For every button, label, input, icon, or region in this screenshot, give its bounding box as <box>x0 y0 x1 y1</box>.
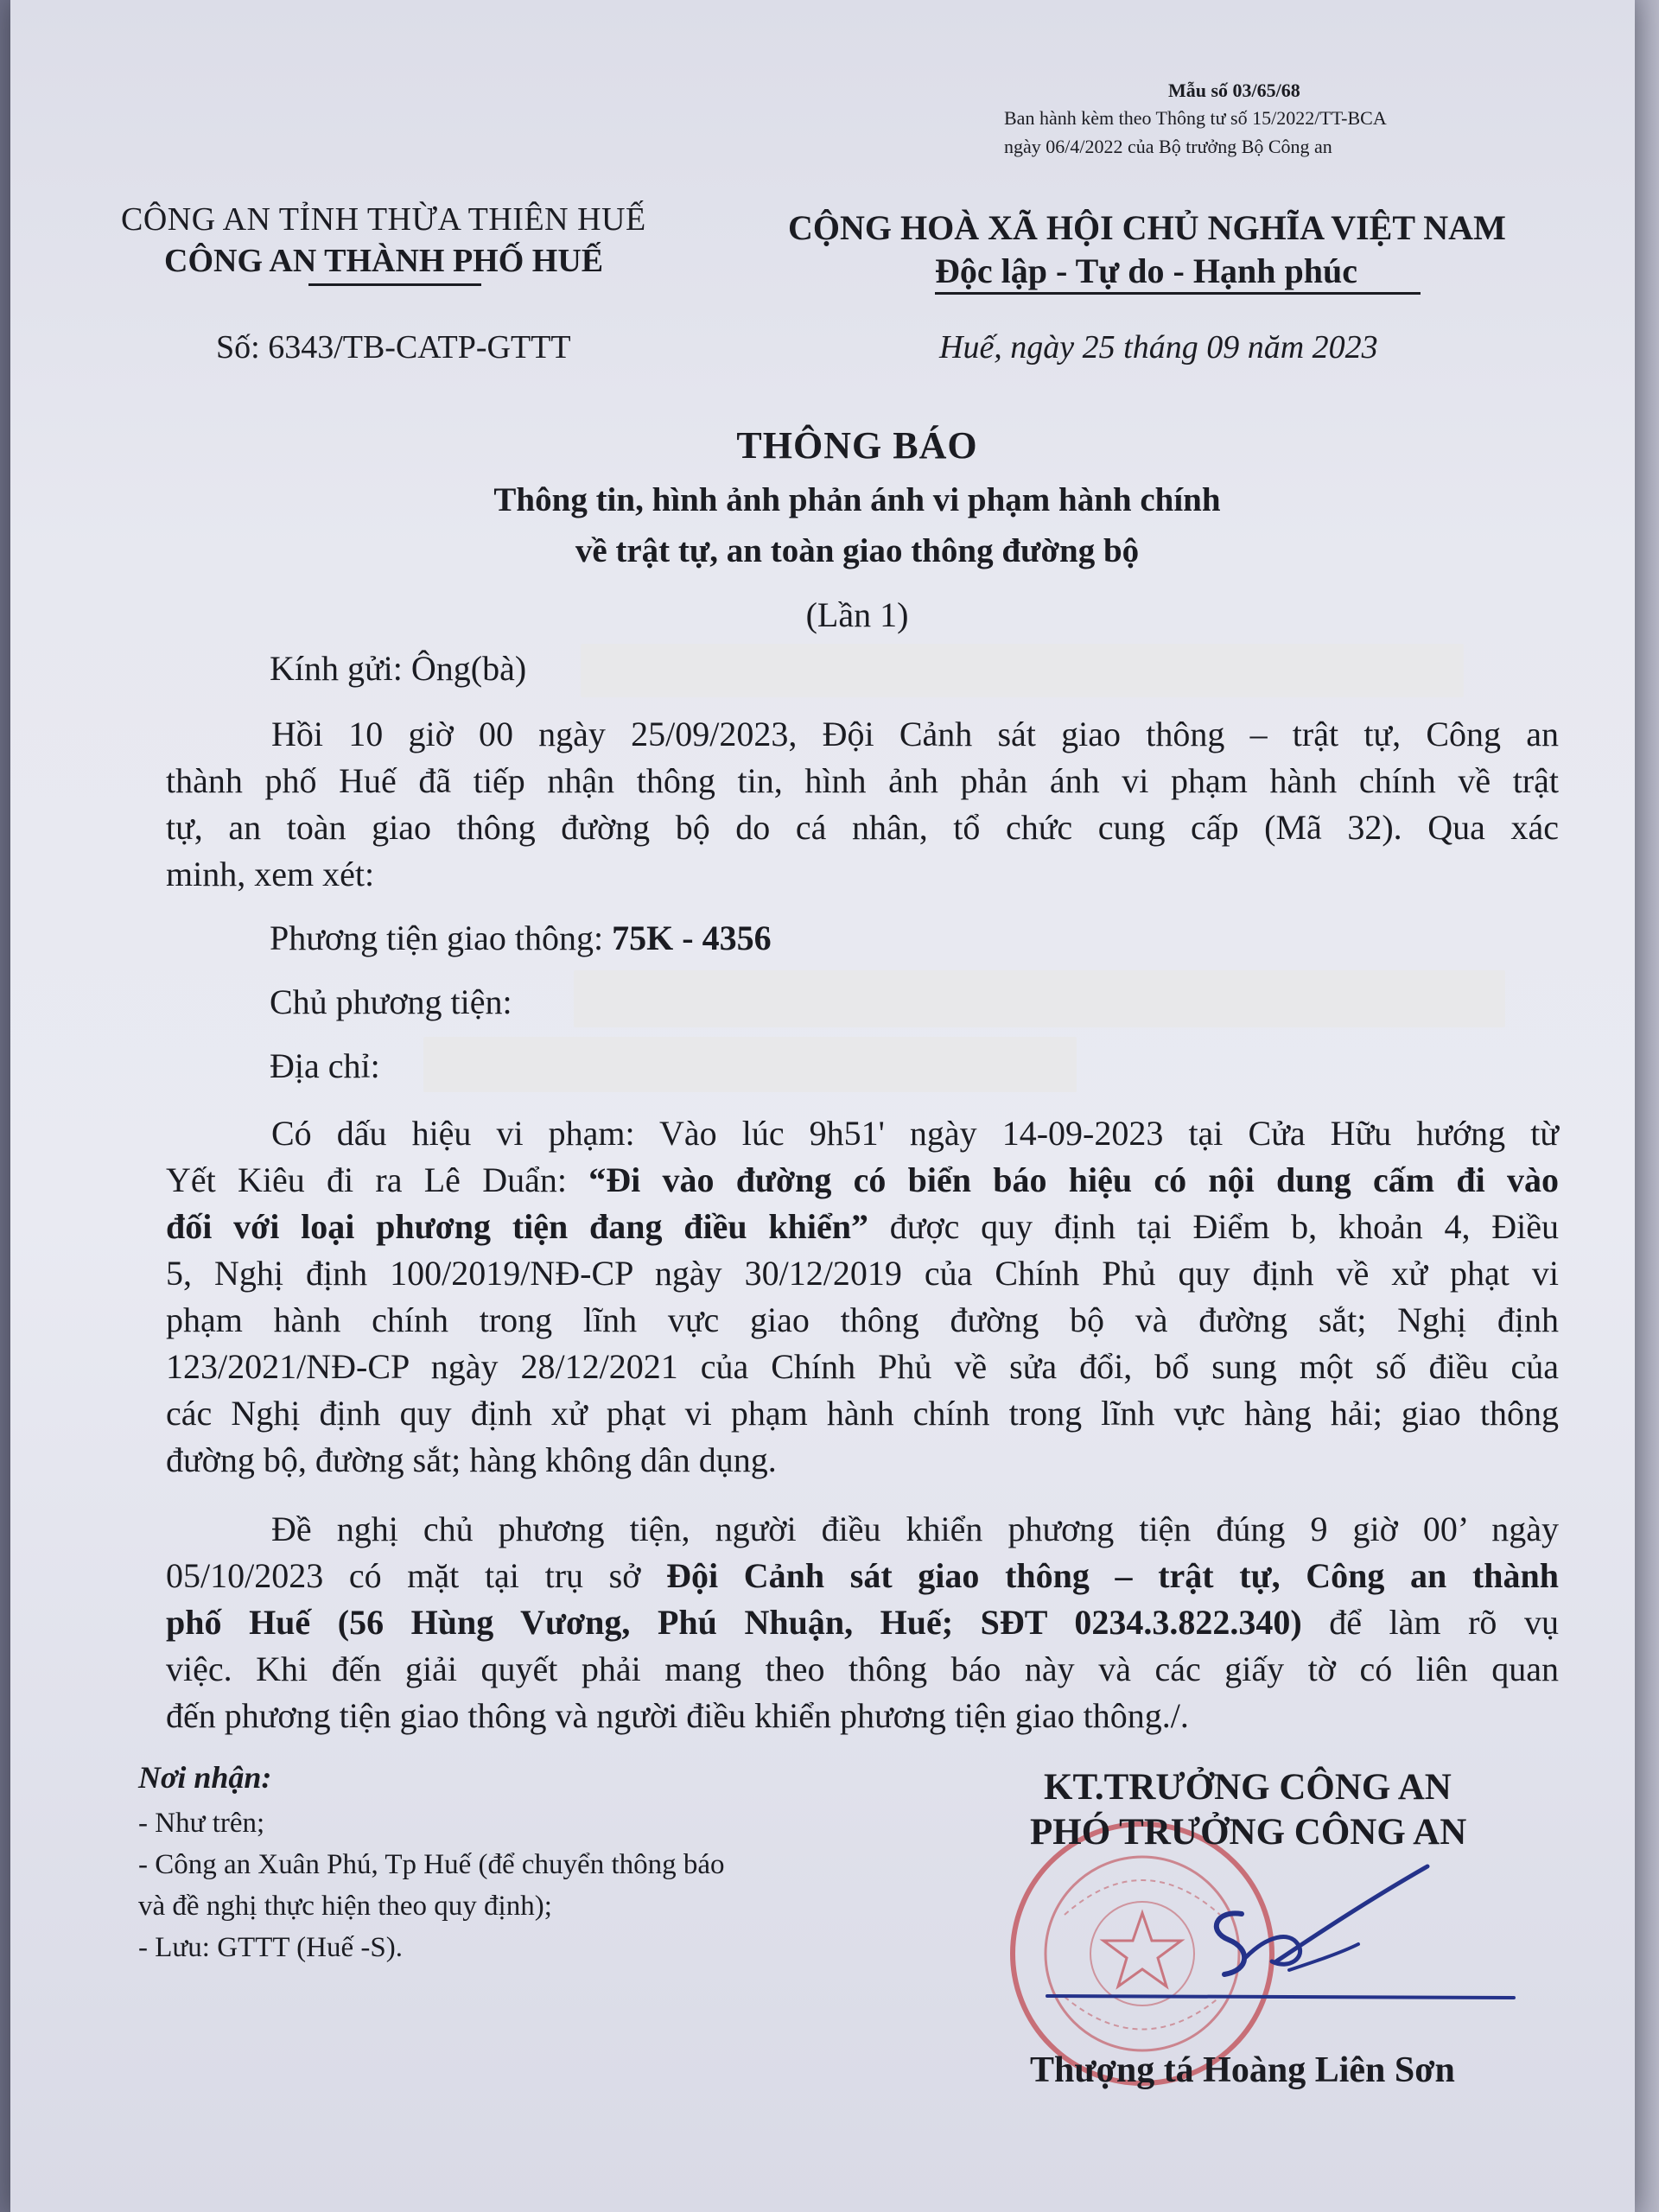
vehicle-row <box>270 918 772 958</box>
redacted-recipient <box>581 644 1464 697</box>
paragraph-1-line-1: Hồi 10 giờ 00 ngày 25/09/2023, Đội Cảnh sát giao thông – trật tự, Công an <box>271 715 1559 753</box>
violation-line-2 <box>166 1160 1559 1200</box>
violation-line-8: đường bộ, đường sắt; hàng không dân dụng. <box>166 1440 777 1479</box>
document-title: THÔNG BÁO <box>736 424 978 467</box>
request-line-3 <box>166 1602 1559 1643</box>
nation-title: CỘNG HOÀ XÃ HỘI CHỦ NGHĨA VIỆT NAM <box>788 208 1506 247</box>
recipients-title: Nơi nhận: <box>138 1760 272 1795</box>
vehicle-plate: 75K - 4356 <box>612 918 772 957</box>
address-row <box>270 1046 380 1086</box>
document-subtitle-1: Thông tin, hình ảnh phản ánh vi phạm hành chính <box>493 481 1221 518</box>
redacted-address <box>423 1037 1077 1092</box>
violation-line-4: 5, Nghị định 100/2019/NĐ-CP ngày 30/12/2019 của Chính Phủ quy định về xử phạt vi <box>166 1254 1559 1293</box>
address-label: Địa chỉ: <box>270 1046 380 1085</box>
form-issued-line-1: Ban hành kèm theo Thông tư số 15/2022/TT-BCA <box>1004 107 1387 129</box>
request-purpose: để làm rõ vụ <box>1301 1603 1559 1642</box>
paragraph-1-line-3: tự, an toàn giao thông đường bộ do cá nhân, tổ chức cung cấp (Mã 32). Qua xác <box>166 808 1559 847</box>
motto-underline <box>935 292 1421 295</box>
document-subtitle-2: về trật tự, an toàn giao thông đường bộ <box>575 532 1140 569</box>
violation-location: Yết Kiêu đi ra Lê Duẩn: <box>166 1160 589 1199</box>
recipient-item: và đề nghị thực hiện theo quy định); <box>138 1891 552 1922</box>
request-line-2 <box>166 1555 1559 1596</box>
signer-role-2: PHÓ TRƯỞNG CÔNG AN <box>1030 1812 1467 1853</box>
form-number: Mẫu số 03/65/68 <box>1168 79 1300 101</box>
signer-name: Thượng tá Hoàng Liên Sơn <box>1030 2050 1455 2090</box>
handwritten-signature <box>1030 1832 1531 2005</box>
agency-underline <box>308 283 481 286</box>
document-date: Huế, ngày 25 tháng 09 năm 2023 <box>939 329 1378 365</box>
agency-name: CÔNG AN THÀNH PHỐ HUẾ <box>164 243 604 279</box>
paragraph-1-line-4: minh, xem xét: <box>166 855 375 893</box>
request-office-2: phố Huế (56 Hùng Vương, Phú Nhuận, Huế; SĐT 0234.3.822.340) <box>166 1603 1302 1642</box>
violation-line-5: phạm hành chính trong lĩnh vực giao thông đường bộ và đường sắt; Nghị định <box>166 1300 1559 1339</box>
recipient-item: - Lưu: GTTT (Huế -S). <box>138 1932 403 1963</box>
violation-line-1: Có dấu hiệu vi phạm: Vào lúc 9h51' ngày 14-09-2023 tại Cửa Hữu hướng từ <box>271 1114 1559 1153</box>
violation-line-7: các Nghị định quy định xử phạt vi phạm hành chính trong lĩnh vực hàng hải; giao thông <box>166 1394 1559 1433</box>
document-page <box>10 0 1635 2212</box>
violation-description-2: đối với loại phương tiện đang điều khiển” <box>166 1207 869 1246</box>
violation-line-6: 123/2021/NĐ-CP ngày 28/12/2021 của Chính Phủ về sửa đổi, bổ sung một số điều của <box>166 1347 1559 1386</box>
signer-role-1: KT.TRƯỞNG CÔNG AN <box>1044 1767 1452 1808</box>
nation-motto: Độc lập - Tự do - Hạnh phúc <box>935 251 1357 290</box>
vehicle-label: Phương tiện giao thông: <box>270 918 613 957</box>
violation-regulation: được quy định tại Điểm b, khoản 4, Điều <box>868 1207 1559 1246</box>
document-number: Số: 6343/TB-CATP-GTTT <box>216 329 571 365</box>
form-issued-line-2: ngày 06/4/2022 của Bộ trưởng Bộ Công an <box>1004 136 1332 157</box>
request-line-1: Đề nghị chủ phương tiện, người điều khiển phương tiện đúng 9 giờ 00’ ngày <box>271 1510 1559 1548</box>
violation-description-1: “Đi vào đường có biển báo hiệu có nội dung cấm đi vào <box>588 1160 1560 1199</box>
request-line-5: đến phương tiện giao thông và người điều khiển phương tiện giao thông./. <box>166 1696 1189 1735</box>
redacted-owner <box>574 970 1505 1027</box>
request-date: 05/10/2023 có mặt tại trụ sở <box>166 1556 667 1595</box>
notice-iteration: (Lần 1) <box>805 595 909 634</box>
request-office-1: Đội Cảnh sát giao thông – trật tự, Công an thành <box>666 1556 1560 1595</box>
violation-line-3 <box>166 1206 1559 1247</box>
recipient-item: - Như trên; <box>138 1808 265 1839</box>
owner-row <box>270 982 512 1022</box>
owner-label: Chủ phương tiện: <box>270 982 512 1021</box>
recipient-item: - Công an Xuân Phú, Tp Huế (để chuyển thông báo <box>138 1849 725 1880</box>
request-line-4: việc. Khi đến giải quyết phải mang theo thông báo này và các giấy tờ có liên quan <box>166 1649 1559 1688</box>
paragraph-1-line-2: thành phố Huế đã tiếp nhận thông tin, hình ảnh phản ánh vi phạm hành chính về trật <box>166 761 1559 800</box>
agency-parent: CÔNG AN TỈNH THỪA THIÊN HUẾ <box>121 201 646 238</box>
salutation: Kính gửi: Ông(bà) <box>270 649 527 688</box>
